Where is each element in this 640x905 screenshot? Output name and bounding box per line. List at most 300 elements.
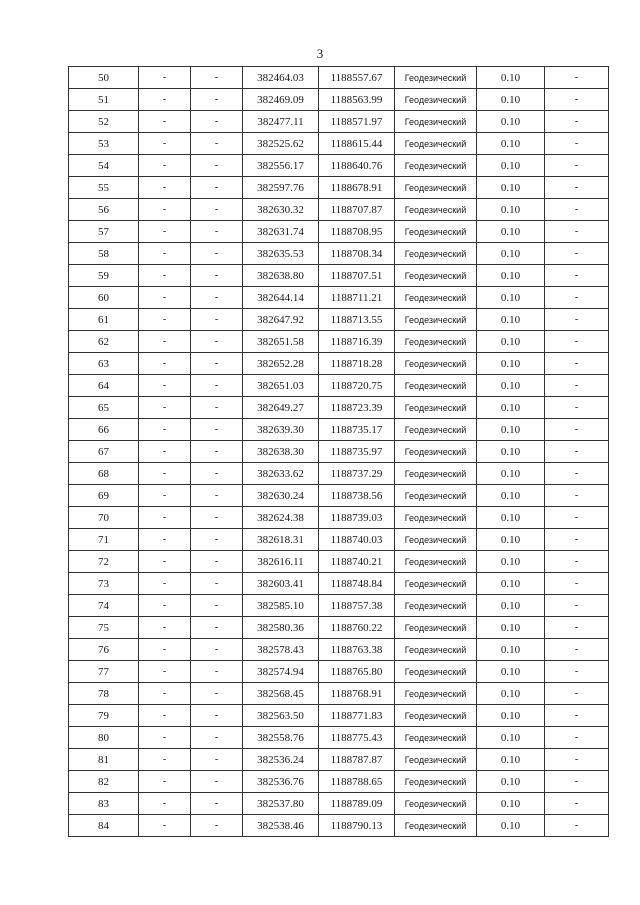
accuracy-cell: 0.10: [477, 309, 545, 331]
table-row: [69, 595, 609, 617]
x-coordinate-cell: 382616.11: [243, 551, 319, 573]
accuracy-cell: 0.10: [477, 683, 545, 705]
point-number-cell: 57: [69, 221, 139, 243]
method-cell: Геодезический: [395, 89, 477, 111]
empty-value-cell: -: [139, 661, 191, 683]
point-number-cell: 53: [69, 133, 139, 155]
method-cell: Геодезический: [395, 727, 477, 749]
table-row: [69, 265, 609, 287]
x-coordinate-cell: 382631.74: [243, 221, 319, 243]
y-coordinate-cell: 1188711.21: [319, 287, 395, 309]
empty-value-cell: -: [139, 507, 191, 529]
empty-value-cell: -: [139, 67, 191, 89]
empty-value-cell: -: [545, 573, 609, 595]
table-row: [69, 309, 609, 331]
point-number-cell: 61: [69, 309, 139, 331]
method-cell: Геодезический: [395, 309, 477, 331]
empty-value-cell: -: [191, 595, 243, 617]
coordinates-table: [68, 66, 609, 837]
y-coordinate-cell: 1188720.75: [319, 375, 395, 397]
table-row: [69, 463, 609, 485]
point-number-cell: 77: [69, 661, 139, 683]
point-number-cell: 69: [69, 485, 139, 507]
table-row: [69, 155, 609, 177]
empty-value-cell: -: [545, 507, 609, 529]
x-coordinate-cell: 382630.24: [243, 485, 319, 507]
empty-value-cell: -: [191, 507, 243, 529]
x-coordinate-cell: 382639.30: [243, 419, 319, 441]
accuracy-cell: 0.10: [477, 353, 545, 375]
table-row: [69, 507, 609, 529]
empty-value-cell: -: [191, 661, 243, 683]
point-number-cell: 76: [69, 639, 139, 661]
empty-value-cell: -: [191, 463, 243, 485]
point-number-cell: 50: [69, 67, 139, 89]
empty-value-cell: -: [139, 793, 191, 815]
empty-value-cell: -: [545, 419, 609, 441]
method-cell: Геодезический: [395, 287, 477, 309]
x-coordinate-cell: 382630.32: [243, 199, 319, 221]
empty-value-cell: -: [545, 617, 609, 639]
y-coordinate-cell: 1188787.87: [319, 749, 395, 771]
accuracy-cell: 0.10: [477, 507, 545, 529]
table-row: [69, 661, 609, 683]
x-coordinate-cell: 382477.11: [243, 111, 319, 133]
y-coordinate-cell: 1188763.38: [319, 639, 395, 661]
empty-value-cell: -: [139, 243, 191, 265]
point-number-cell: 72: [69, 551, 139, 573]
empty-value-cell: -: [545, 199, 609, 221]
accuracy-cell: 0.10: [477, 221, 545, 243]
y-coordinate-cell: 1188789.09: [319, 793, 395, 815]
x-coordinate-cell: 382585.10: [243, 595, 319, 617]
table-row: [69, 287, 609, 309]
empty-value-cell: -: [191, 749, 243, 771]
method-cell: Геодезический: [395, 815, 477, 837]
method-cell: Геодезический: [395, 353, 477, 375]
y-coordinate-cell: 1188740.21: [319, 551, 395, 573]
point-number-cell: 55: [69, 177, 139, 199]
y-coordinate-cell: 1188708.34: [319, 243, 395, 265]
empty-value-cell: -: [139, 287, 191, 309]
point-number-cell: 63: [69, 353, 139, 375]
accuracy-cell: 0.10: [477, 639, 545, 661]
point-number-cell: 75: [69, 617, 139, 639]
accuracy-cell: 0.10: [477, 617, 545, 639]
y-coordinate-cell: 1188788.65: [319, 771, 395, 793]
empty-value-cell: -: [191, 265, 243, 287]
empty-value-cell: -: [139, 771, 191, 793]
empty-value-cell: -: [139, 551, 191, 573]
method-cell: Геодезический: [395, 771, 477, 793]
x-coordinate-cell: 382633.62: [243, 463, 319, 485]
method-cell: Геодезический: [395, 111, 477, 133]
point-number-cell: 66: [69, 419, 139, 441]
x-coordinate-cell: 382580.36: [243, 617, 319, 639]
y-coordinate-cell: 1188737.29: [319, 463, 395, 485]
x-coordinate-cell: 382651.58: [243, 331, 319, 353]
accuracy-cell: 0.10: [477, 419, 545, 441]
x-coordinate-cell: 382578.43: [243, 639, 319, 661]
table-row: [69, 705, 609, 727]
empty-value-cell: -: [191, 287, 243, 309]
empty-value-cell: -: [191, 683, 243, 705]
empty-value-cell: -: [191, 727, 243, 749]
accuracy-cell: 0.10: [477, 133, 545, 155]
table-row: [69, 529, 609, 551]
point-number-cell: 68: [69, 463, 139, 485]
y-coordinate-cell: 1188739.03: [319, 507, 395, 529]
empty-value-cell: -: [139, 331, 191, 353]
method-cell: Геодезический: [395, 639, 477, 661]
empty-value-cell: -: [545, 815, 609, 837]
x-coordinate-cell: 382464.03: [243, 67, 319, 89]
empty-value-cell: -: [191, 375, 243, 397]
point-number-cell: 52: [69, 111, 139, 133]
y-coordinate-cell: 1188790.13: [319, 815, 395, 837]
method-cell: Геодезический: [395, 529, 477, 551]
empty-value-cell: -: [191, 815, 243, 837]
table-body: [69, 67, 609, 837]
y-coordinate-cell: 1188765.80: [319, 661, 395, 683]
method-cell: Геодезический: [395, 441, 477, 463]
empty-value-cell: -: [545, 485, 609, 507]
empty-value-cell: -: [139, 815, 191, 837]
point-number-cell: 56: [69, 199, 139, 221]
point-number-cell: 59: [69, 265, 139, 287]
x-coordinate-cell: 382538.46: [243, 815, 319, 837]
empty-value-cell: -: [191, 199, 243, 221]
x-coordinate-cell: 382644.14: [243, 287, 319, 309]
accuracy-cell: 0.10: [477, 815, 545, 837]
empty-value-cell: -: [545, 683, 609, 705]
accuracy-cell: 0.10: [477, 375, 545, 397]
y-coordinate-cell: 1188740.03: [319, 529, 395, 551]
y-coordinate-cell: 1188557.67: [319, 67, 395, 89]
table-row: [69, 353, 609, 375]
empty-value-cell: -: [139, 485, 191, 507]
x-coordinate-cell: 382635.53: [243, 243, 319, 265]
empty-value-cell: -: [545, 243, 609, 265]
x-coordinate-cell: 382558.76: [243, 727, 319, 749]
y-coordinate-cell: 1188678.91: [319, 177, 395, 199]
table-row: [69, 375, 609, 397]
x-coordinate-cell: 382556.17: [243, 155, 319, 177]
empty-value-cell: -: [191, 705, 243, 727]
x-coordinate-cell: 382536.24: [243, 749, 319, 771]
method-cell: Геодезический: [395, 375, 477, 397]
empty-value-cell: -: [191, 133, 243, 155]
point-number-cell: 58: [69, 243, 139, 265]
accuracy-cell: 0.10: [477, 727, 545, 749]
x-coordinate-cell: 382649.27: [243, 397, 319, 419]
empty-value-cell: -: [545, 89, 609, 111]
empty-value-cell: -: [545, 397, 609, 419]
x-coordinate-cell: 382652.28: [243, 353, 319, 375]
method-cell: Геодезический: [395, 155, 477, 177]
method-cell: Геодезический: [395, 177, 477, 199]
y-coordinate-cell: 1188735.17: [319, 419, 395, 441]
empty-value-cell: -: [191, 353, 243, 375]
method-cell: Геодезический: [395, 331, 477, 353]
method-cell: Геодезический: [395, 551, 477, 573]
method-cell: Геодезический: [395, 661, 477, 683]
method-cell: Геодезический: [395, 133, 477, 155]
accuracy-cell: 0.10: [477, 155, 545, 177]
x-coordinate-cell: 382603.41: [243, 573, 319, 595]
y-coordinate-cell: 1188563.99: [319, 89, 395, 111]
table-row: [69, 133, 609, 155]
y-coordinate-cell: 1188713.55: [319, 309, 395, 331]
y-coordinate-cell: 1188707.51: [319, 265, 395, 287]
empty-value-cell: -: [545, 727, 609, 749]
y-coordinate-cell: 1188615.44: [319, 133, 395, 155]
accuracy-cell: 0.10: [477, 441, 545, 463]
method-cell: Геодезический: [395, 67, 477, 89]
method-cell: Геодезический: [395, 749, 477, 771]
accuracy-cell: 0.10: [477, 749, 545, 771]
point-number-cell: 79: [69, 705, 139, 727]
table-row: [69, 243, 609, 265]
y-coordinate-cell: 1188757.38: [319, 595, 395, 617]
table-row: [69, 771, 609, 793]
empty-value-cell: -: [139, 309, 191, 331]
empty-value-cell: -: [191, 441, 243, 463]
empty-value-cell: -: [545, 287, 609, 309]
method-cell: Геодезический: [395, 243, 477, 265]
accuracy-cell: 0.10: [477, 67, 545, 89]
point-number-cell: 78: [69, 683, 139, 705]
method-cell: Геодезический: [395, 221, 477, 243]
empty-value-cell: -: [139, 133, 191, 155]
accuracy-cell: 0.10: [477, 705, 545, 727]
empty-value-cell: -: [139, 727, 191, 749]
empty-value-cell: -: [191, 397, 243, 419]
table-row: [69, 419, 609, 441]
accuracy-cell: 0.10: [477, 551, 545, 573]
table-row: [69, 177, 609, 199]
x-coordinate-cell: 382618.31: [243, 529, 319, 551]
empty-value-cell: -: [191, 309, 243, 331]
empty-value-cell: -: [545, 639, 609, 661]
empty-value-cell: -: [545, 155, 609, 177]
y-coordinate-cell: 1188735.97: [319, 441, 395, 463]
x-coordinate-cell: 382568.45: [243, 683, 319, 705]
accuracy-cell: 0.10: [477, 177, 545, 199]
table-row: [69, 617, 609, 639]
point-number-cell: 51: [69, 89, 139, 111]
empty-value-cell: -: [139, 705, 191, 727]
x-coordinate-cell: 382536.76: [243, 771, 319, 793]
empty-value-cell: -: [545, 111, 609, 133]
empty-value-cell: -: [545, 595, 609, 617]
point-number-cell: 62: [69, 331, 139, 353]
point-number-cell: 70: [69, 507, 139, 529]
table-row: [69, 793, 609, 815]
empty-value-cell: -: [545, 793, 609, 815]
x-coordinate-cell: 382525.62: [243, 133, 319, 155]
empty-value-cell: -: [545, 375, 609, 397]
empty-value-cell: -: [545, 331, 609, 353]
x-coordinate-cell: 382651.03: [243, 375, 319, 397]
empty-value-cell: -: [545, 133, 609, 155]
point-number-cell: 74: [69, 595, 139, 617]
empty-value-cell: -: [139, 749, 191, 771]
x-coordinate-cell: 382597.76: [243, 177, 319, 199]
empty-value-cell: -: [139, 617, 191, 639]
table-row: [69, 639, 609, 661]
accuracy-cell: 0.10: [477, 265, 545, 287]
empty-value-cell: -: [545, 749, 609, 771]
table-row: [69, 749, 609, 771]
accuracy-cell: 0.10: [477, 89, 545, 111]
x-coordinate-cell: 382469.09: [243, 89, 319, 111]
empty-value-cell: -: [139, 155, 191, 177]
accuracy-cell: 0.10: [477, 111, 545, 133]
method-cell: Геодезический: [395, 463, 477, 485]
empty-value-cell: -: [191, 221, 243, 243]
empty-value-cell: -: [139, 595, 191, 617]
method-cell: Геодезический: [395, 705, 477, 727]
empty-value-cell: -: [545, 771, 609, 793]
accuracy-cell: 0.10: [477, 573, 545, 595]
empty-value-cell: -: [191, 331, 243, 353]
empty-value-cell: -: [545, 177, 609, 199]
point-number-cell: 84: [69, 815, 139, 837]
table-row: [69, 551, 609, 573]
accuracy-cell: 0.10: [477, 595, 545, 617]
empty-value-cell: -: [139, 265, 191, 287]
accuracy-cell: 0.10: [477, 463, 545, 485]
page-number: 3: [316, 46, 324, 61]
empty-value-cell: -: [139, 441, 191, 463]
method-cell: Геодезический: [395, 573, 477, 595]
accuracy-cell: 0.10: [477, 485, 545, 507]
empty-value-cell: -: [191, 639, 243, 661]
table-row: [69, 727, 609, 749]
accuracy-cell: 0.10: [477, 331, 545, 353]
empty-value-cell: -: [139, 221, 191, 243]
empty-value-cell: -: [191, 243, 243, 265]
empty-value-cell: -: [545, 353, 609, 375]
y-coordinate-cell: 1188738.56: [319, 485, 395, 507]
empty-value-cell: -: [139, 683, 191, 705]
method-cell: Геодезический: [395, 199, 477, 221]
x-coordinate-cell: 382563.50: [243, 705, 319, 727]
empty-value-cell: -: [191, 617, 243, 639]
empty-value-cell: -: [545, 265, 609, 287]
method-cell: Геодезический: [395, 419, 477, 441]
empty-value-cell: -: [191, 419, 243, 441]
empty-value-cell: -: [139, 639, 191, 661]
point-number-cell: 65: [69, 397, 139, 419]
empty-value-cell: -: [191, 485, 243, 507]
y-coordinate-cell: 1188718.28: [319, 353, 395, 375]
table-row: [69, 221, 609, 243]
point-number-cell: 80: [69, 727, 139, 749]
empty-value-cell: -: [191, 529, 243, 551]
empty-value-cell: -: [139, 419, 191, 441]
empty-value-cell: -: [139, 375, 191, 397]
y-coordinate-cell: 1188723.39: [319, 397, 395, 419]
x-coordinate-cell: 382574.94: [243, 661, 319, 683]
empty-value-cell: -: [545, 705, 609, 727]
y-coordinate-cell: 1188708.95: [319, 221, 395, 243]
empty-value-cell: -: [139, 529, 191, 551]
method-cell: Геодезический: [395, 265, 477, 287]
table-row: [69, 67, 609, 89]
empty-value-cell: -: [191, 111, 243, 133]
y-coordinate-cell: 1188571.97: [319, 111, 395, 133]
table-row: [69, 441, 609, 463]
empty-value-cell: -: [139, 177, 191, 199]
method-cell: Геодезический: [395, 507, 477, 529]
point-number-cell: 82: [69, 771, 139, 793]
empty-value-cell: -: [139, 89, 191, 111]
point-number-cell: 71: [69, 529, 139, 551]
point-number-cell: 81: [69, 749, 139, 771]
accuracy-cell: 0.10: [477, 199, 545, 221]
empty-value-cell: -: [191, 551, 243, 573]
empty-value-cell: -: [191, 771, 243, 793]
y-coordinate-cell: 1188771.83: [319, 705, 395, 727]
y-coordinate-cell: 1188775.43: [319, 727, 395, 749]
method-cell: Геодезический: [395, 683, 477, 705]
accuracy-cell: 0.10: [477, 661, 545, 683]
point-number-cell: 60: [69, 287, 139, 309]
x-coordinate-cell: 382638.30: [243, 441, 319, 463]
method-cell: Геодезический: [395, 793, 477, 815]
x-coordinate-cell: 382638.80: [243, 265, 319, 287]
point-number-cell: 54: [69, 155, 139, 177]
method-cell: Геодезический: [395, 485, 477, 507]
table-row: [69, 199, 609, 221]
x-coordinate-cell: 382647.92: [243, 309, 319, 331]
empty-value-cell: -: [545, 67, 609, 89]
table-row: [69, 397, 609, 419]
empty-value-cell: -: [545, 221, 609, 243]
point-number-cell: 83: [69, 793, 139, 815]
accuracy-cell: 0.10: [477, 243, 545, 265]
y-coordinate-cell: 1188707.87: [319, 199, 395, 221]
accuracy-cell: 0.10: [477, 793, 545, 815]
table-row: [69, 331, 609, 353]
y-coordinate-cell: 1188640.76: [319, 155, 395, 177]
empty-value-cell: -: [139, 463, 191, 485]
empty-value-cell: -: [191, 793, 243, 815]
table-row: [69, 573, 609, 595]
empty-value-cell: -: [545, 529, 609, 551]
table-row: [69, 485, 609, 507]
empty-value-cell: -: [139, 573, 191, 595]
empty-value-cell: -: [545, 661, 609, 683]
empty-value-cell: -: [139, 199, 191, 221]
accuracy-cell: 0.10: [477, 287, 545, 309]
y-coordinate-cell: 1188748.84: [319, 573, 395, 595]
x-coordinate-cell: 382624.38: [243, 507, 319, 529]
method-cell: Геодезический: [395, 595, 477, 617]
point-number-cell: 67: [69, 441, 139, 463]
empty-value-cell: -: [191, 89, 243, 111]
table-row: [69, 111, 609, 133]
point-number-cell: 64: [69, 375, 139, 397]
empty-value-cell: -: [545, 309, 609, 331]
accuracy-cell: 0.10: [477, 397, 545, 419]
x-coordinate-cell: 382537.80: [243, 793, 319, 815]
y-coordinate-cell: 1188768.91: [319, 683, 395, 705]
empty-value-cell: -: [545, 551, 609, 573]
y-coordinate-cell: 1188716.39: [319, 331, 395, 353]
